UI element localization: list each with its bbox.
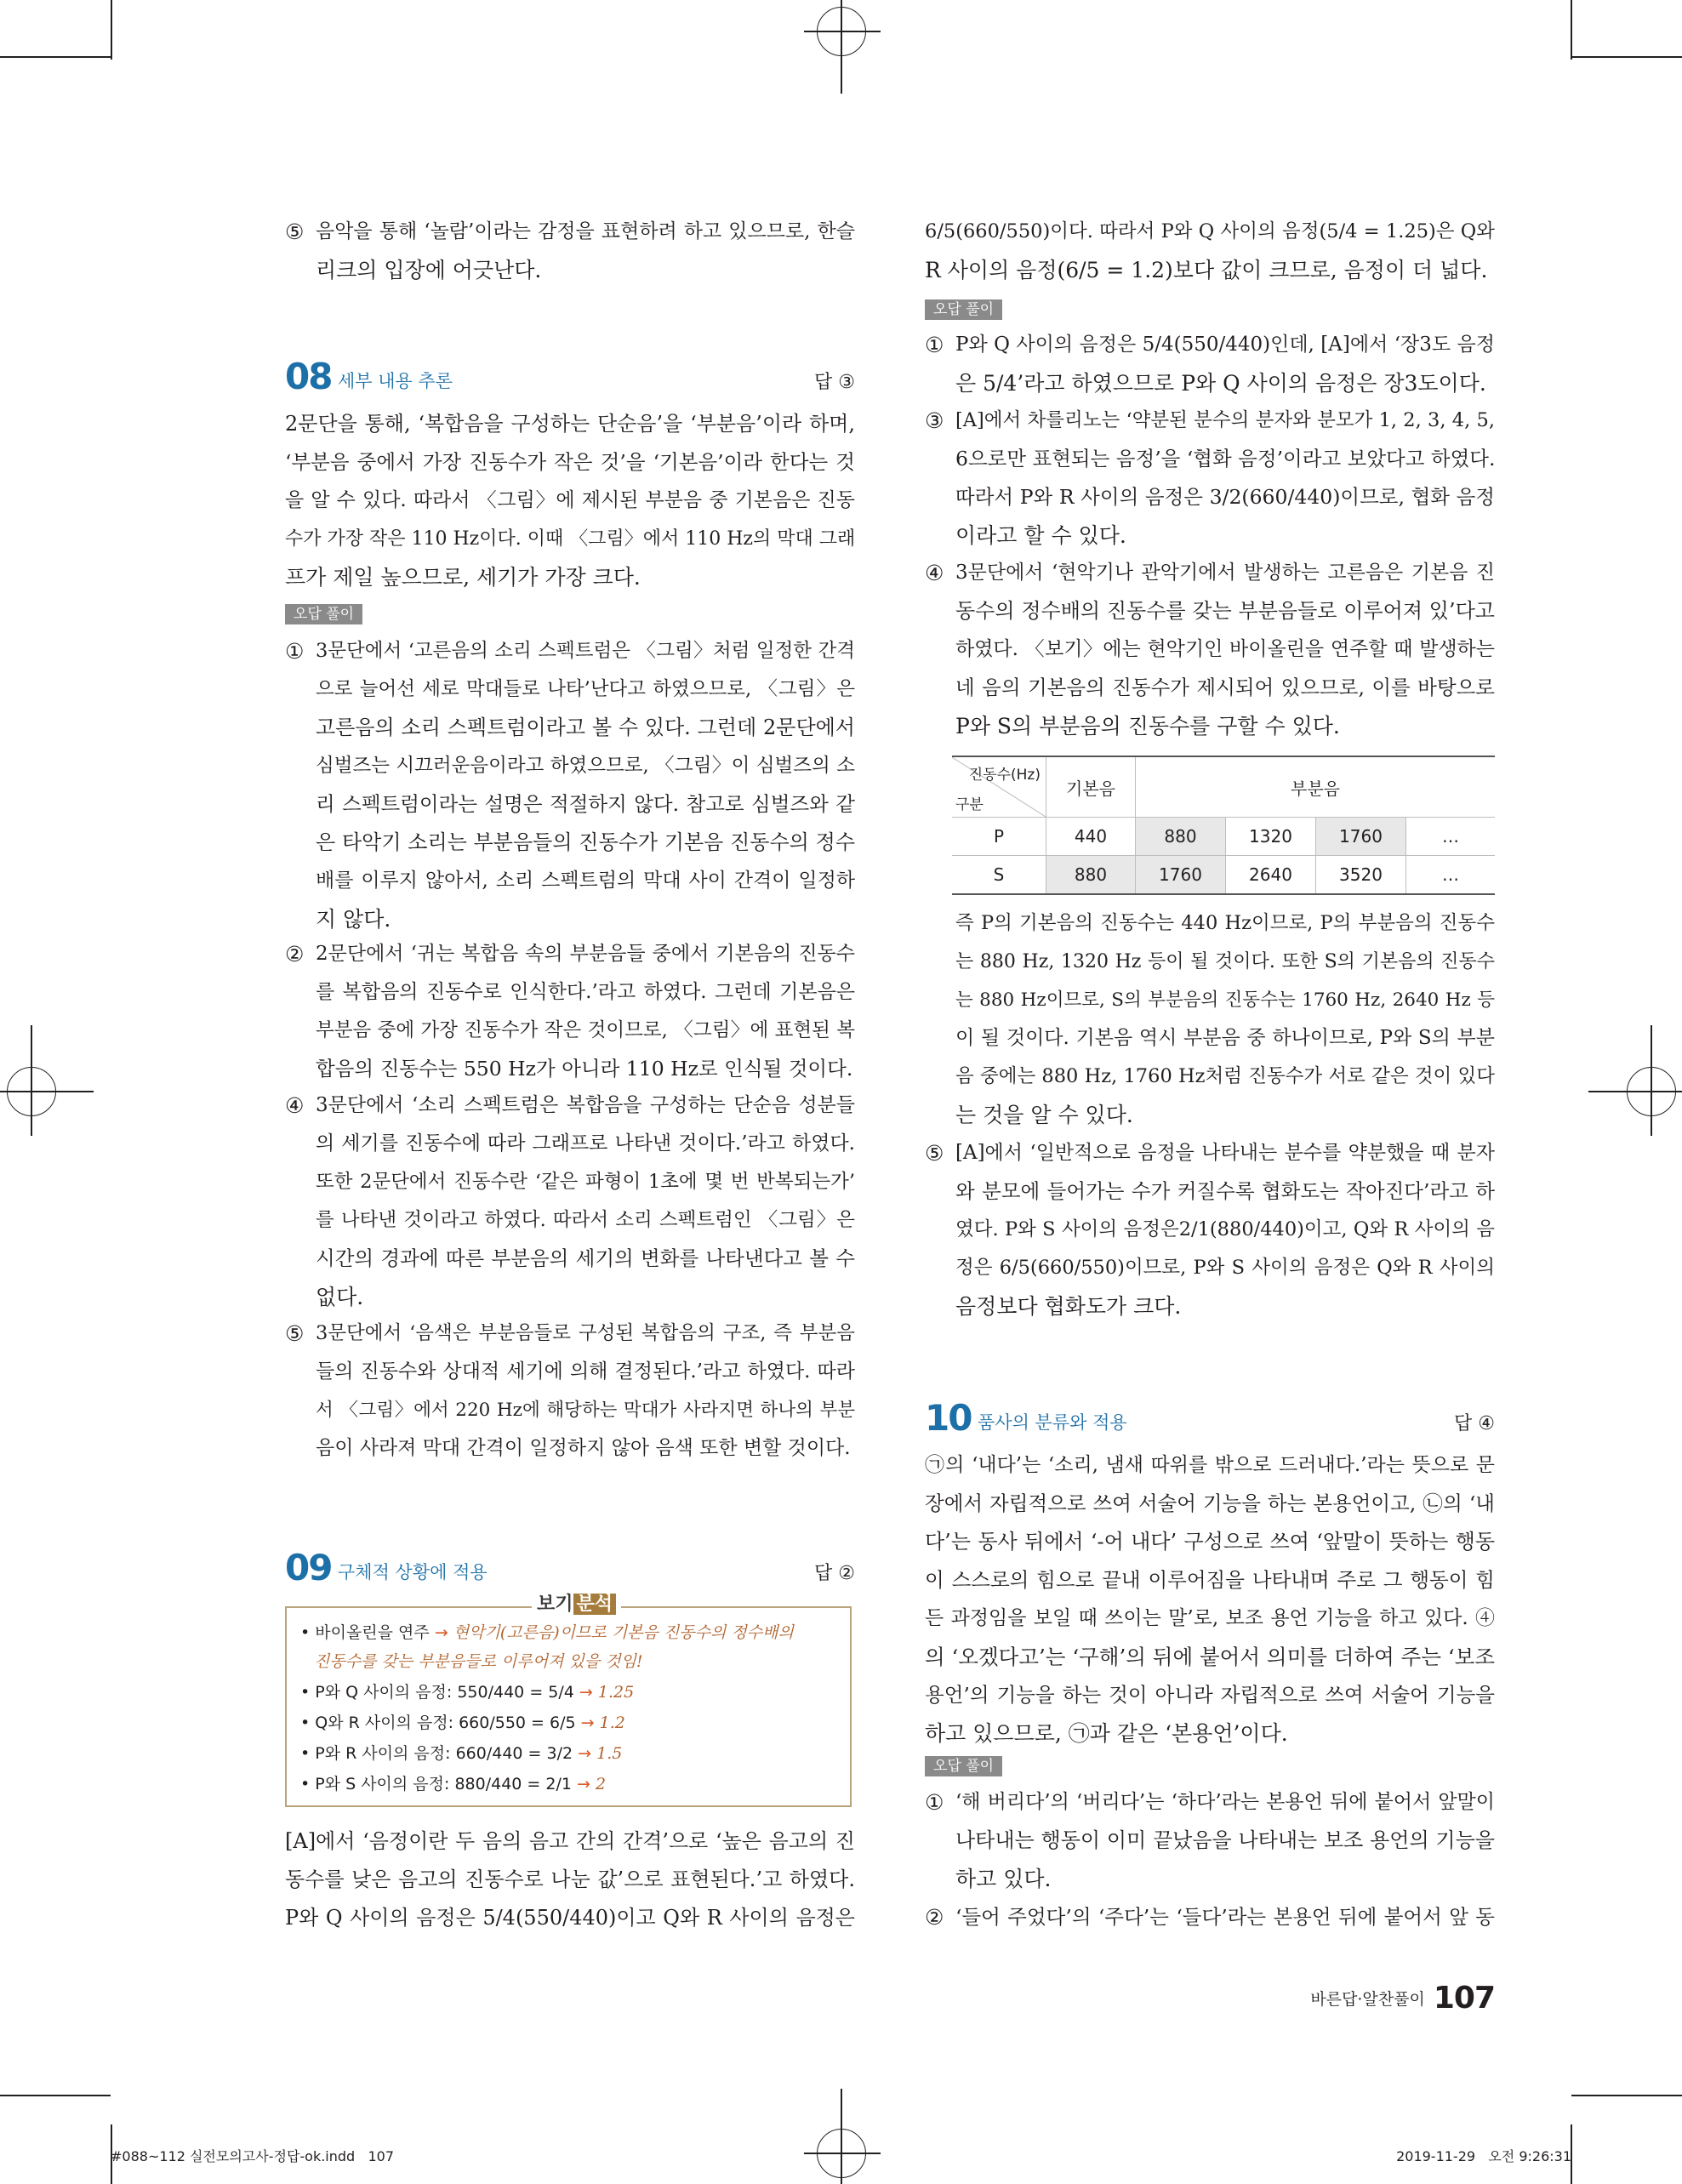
- text-line: 없다.: [316, 1285, 364, 1309]
- table-cell: 1760: [1316, 818, 1406, 856]
- text-line: 동수를 낮은 음고의 진동수로 나눈 값’으로 표현된다.’고 하였다.: [285, 1868, 855, 1891]
- table-cell: 880: [1136, 818, 1226, 856]
- registration-mark: [817, 2129, 866, 2178]
- text-line: [A]에서 차를리노는 ‘약분된 분수의 분자와 분모가 1, 2, 3, 4, 5,: [955, 409, 1495, 431]
- table-header-row: [952, 756, 1495, 818]
- text-line: 지 않다.: [316, 907, 391, 932]
- crop-mark: [1571, 2095, 1682, 2096]
- text-line: 는 것을 알 수 있다.: [955, 1103, 1133, 1127]
- handwritten-note: 2: [590, 1775, 607, 1793]
- section-10-body: [925, 1446, 1495, 1753]
- text-line: 2문단에서 ‘귀는 복합음 속의 부분음들 중에서 기본음의 진동수: [316, 943, 855, 965]
- sec09-item-1: [925, 326, 1495, 402]
- text-line: P와 S의 부분음의 진동수를 구할 수 있다.: [955, 714, 1340, 738]
- text-line: 3문단에서 ‘고른음의 소리 스펙트럼은 〈그림〉처럼 일정한 간격: [316, 640, 855, 662]
- handwritten-note: 1.5: [591, 1744, 623, 1763]
- box-label-bogi: 보기: [537, 1594, 573, 1615]
- text-line: 은 5/4’라고 하였으므로 P와 Q 사이의 음정은 장3도이다.: [955, 371, 1486, 396]
- text-line: 3문단에서 ‘음색은 부분음들로 구성된 복합음의 구조, 즉 부분음: [316, 1322, 855, 1344]
- text-line: 으로 늘어선 세로 막대들로 나타’난다고 하였으므로, 〈그림〉은: [316, 678, 855, 700]
- handwritten-note: 1.25: [592, 1683, 635, 1702]
- text-line: 정은 6/5(660/550)이므로, P와 S 사이의 음정은 Q와 R 사이의: [955, 1257, 1495, 1279]
- answer-label: 답 ②: [814, 1563, 855, 1584]
- text-line: 이라고 할 수 있다.: [955, 523, 1126, 548]
- arrow-icon: →: [578, 1744, 592, 1763]
- box-line: [300, 1710, 625, 1736]
- table-row: [952, 818, 1495, 856]
- text-line: 들의 진동수와 상대적 세기에 의해 결정된다.’라고 하였다. 따라: [316, 1360, 855, 1383]
- text-line: 따라서 P와 R 사이의 음정은 3/2(660/440)이므로, 협화 음정: [955, 485, 1495, 509]
- text-line: 였다. P와 S 사이의 음정은2/1(880/440)이고, Q와 R 사이의 음: [955, 1218, 1495, 1240]
- box-text: • P와 Q 사이의 음정: 550/440 = 5/4: [300, 1683, 574, 1702]
- box-label-analysis: 분석: [573, 1594, 617, 1615]
- arrow-icon: →: [577, 1775, 590, 1793]
- section-08-header: [285, 356, 855, 398]
- text-line: 네 음의 기본음의 진동수가 제시되어 있으므로, 이를 바탕으로: [955, 676, 1495, 699]
- box-line: [314, 1649, 643, 1674]
- text-line: 고른음의 소리 스펙트럼이라고 볼 수 있다. 그런데 2문단에서: [316, 716, 855, 739]
- text-line: 심벌즈는 시끄러운음이라고 하였으므로, 〈그림〉이 심벌즈의 소: [316, 755, 855, 777]
- crop-mark: [0, 2095, 111, 2096]
- text-line: 리 스펙트럼이라는 설명은 적절하지 않다. 참고로 심벌즈와 같: [316, 792, 855, 816]
- corner-header-top: 진동수(Hz): [968, 767, 1041, 784]
- sec10-item-2: [925, 1898, 1495, 1936]
- text-line: 의 세기를 진동수에 따라 그래프로 나타낸 것이다.’라고 하였다.: [316, 1132, 855, 1155]
- text-line: 이 될 것이다. 기본음 역시 부분음 중 하나이므로, P와 S의 부분: [955, 1027, 1495, 1049]
- column-header: 기본음: [1046, 756, 1136, 818]
- section-number: 08: [285, 356, 332, 397]
- text-line: 하고 있으므로, ㉠과 같은 ‘본용언’이다.: [925, 1721, 1288, 1746]
- handwritten-note: 1.2: [594, 1714, 625, 1732]
- text-line: [A]에서 ‘일반적으로 음정을 나타내는 분수를 약분했을 때 분자: [955, 1142, 1495, 1164]
- answer-label: 답 ④: [1454, 1413, 1495, 1434]
- text-line: 합음의 진동수는 550 Hz가 아니라 110 Hz로 인식될 것이다.: [316, 1057, 853, 1081]
- text-line: 서 〈그림〉에서 220 Hz에 해당하는 막대가 사라지면 하나의 부분: [316, 1400, 855, 1421]
- table-cell: 440: [1046, 818, 1136, 856]
- arrow-icon: →: [579, 1683, 593, 1702]
- item-number: ①: [925, 1790, 944, 1815]
- text-line: 용언’의 기능을 하는 것이 아니라 자립적으로 쓰여 서술어 기능을: [925, 1683, 1495, 1707]
- row-label: S: [952, 856, 1046, 895]
- text-line: ‘들어 주었다’의 ‘주다’는 ‘들다’라는 본용언 뒤에 붙어서 앞 동: [955, 1905, 1495, 1929]
- text-line: 부분음 중에 가장 진동수가 작은 것이므로, 〈그림〉에 표현된 복: [316, 1019, 855, 1041]
- box-label: [532, 1591, 621, 1618]
- sec08-item-5: [285, 1314, 855, 1468]
- text-line: P와 Q 사이의 음정은 5/4(550/440)이고 Q와 R 사이의 음정은: [285, 1906, 855, 1930]
- table-cell: 3520: [1316, 856, 1406, 895]
- text-line: 는 880 Hz, 1320 Hz 등이 될 것이다. 또한 S의 기본음의 진동수: [955, 951, 1495, 972]
- text-line: 수가 가장 작은 110 Hz이다. 이때 〈그림〉에서 110 Hz의 막대 그래: [285, 528, 856, 550]
- crop-mark: [111, 0, 112, 60]
- item-number: ②: [285, 942, 305, 967]
- section-title: 구체적 상황에 적용: [338, 1562, 487, 1582]
- table-cell: 880: [1046, 856, 1136, 895]
- item-number: ④: [925, 561, 944, 585]
- text-line: 를 복합음의 진동수로 인식한다.’라고 하였다. 그런데 기본음은: [316, 981, 855, 1003]
- corner-header-bottom: 구분: [955, 796, 984, 813]
- text-line: 음악을 통해 ‘놀람’이라는 감정을 표현하려 하고 있으므로, 한슬: [316, 220, 855, 242]
- box-text: • 바이올린을 연주: [300, 1623, 430, 1642]
- table-cell: 2640: [1226, 856, 1316, 895]
- text-line: 와 분모에 들어가는 수가 커질수록 협화도는 작아진다’라고 하: [955, 1179, 1495, 1203]
- page-number: 107: [1433, 1981, 1495, 2016]
- text-line: 는 880 Hz이므로, S의 부분음의 진동수는 1760 Hz, 2640 Hz 등: [955, 989, 1495, 1011]
- box-text: • P와 R 사이의 음정: 660/440 = 3/2: [300, 1744, 573, 1763]
- table-cell: 1320: [1226, 818, 1316, 856]
- text-line: P와 Q 사이의 음정은 5/4(550/440)인데, [A]에서 ‘장3도 음정: [955, 334, 1495, 356]
- box-line: [300, 1741, 622, 1766]
- text-line: 나타내는 행동이 이미 끝났음을 나타내는 보조 용언의 기능을: [955, 1828, 1495, 1852]
- text-line: 다’는 동사 뒤에서 ‘-어 내다’ 구성으로 쓰여 ‘앞말이 뜻하는 행동: [925, 1530, 1495, 1554]
- text-line: 즉 P의 기본음의 진동수는 440 Hz이므로, P의 부분음의 진동수: [955, 912, 1495, 934]
- text-line: 리크의 입장에 어긋난다.: [316, 258, 542, 282]
- text-line: ‘부분음 중에서 가장 진동수가 작은 것’을 ‘기본음’이라 한다는 것: [285, 450, 855, 474]
- row-label: P: [952, 818, 1046, 856]
- section-08-body: [285, 405, 855, 596]
- frequency-table: [952, 756, 1495, 895]
- crop-mark: [0, 56, 111, 58]
- section-09-header: [285, 1547, 855, 1589]
- item-number: ①: [925, 333, 944, 357]
- table-cell: 1760: [1136, 856, 1226, 895]
- text-line: 프가 제일 높으므로, 세기가 가장 크다.: [285, 565, 641, 590]
- handwritten-note: 현악기(고른음)이므로 기본음 진동수의 정수배의: [448, 1623, 794, 1642]
- registration-mark: [7, 1067, 56, 1116]
- text-line: 음 중에는 880 Hz, 1760 Hz처럼 진동수가 서로 같은 것이 있다: [955, 1065, 1495, 1087]
- text-line: 음정보다 협화도가 크다.: [955, 1294, 1182, 1319]
- text-line: 6/5(660/550)이다. 따라서 P와 Q 사이의 음정(5/4 = 1.25)은 Q와: [925, 220, 1495, 242]
- item-number: ⑤: [925, 1141, 944, 1166]
- section-09-continued: [925, 213, 1495, 289]
- registration-mark: [817, 7, 866, 56]
- slug-timestamp: 2019-11-29 오전 9:26:31: [1396, 2148, 1571, 2164]
- slug-filename: #088~112 실전모의고사-정답-ok.indd 107: [111, 2148, 395, 2164]
- answer-label: 답 ③: [814, 372, 855, 393]
- text-line: 3문단에서 ‘현악기나 관악기에서 발생하는 고른음은 기본음 진: [955, 562, 1495, 584]
- item-number: ⑤: [285, 220, 305, 244]
- item-number: ④: [285, 1093, 305, 1118]
- sec09-item-4: [925, 554, 1495, 745]
- section-10-header: [925, 1397, 1495, 1440]
- sec09-item-5: [925, 1134, 1495, 1326]
- text-line: 배를 이루지 않아서, 소리 스펙트럼의 막대 사이 간격이 일정하: [316, 870, 855, 892]
- text-line: 든 과정임을 보일 때 쓰이는 말’로, 보조 용언 기능을 하고 있다. ④: [925, 1607, 1495, 1629]
- text-line: 음이 사라져 막대 간격이 일정하지 않아 음색 또한 변할 것이다.: [316, 1437, 851, 1459]
- text-line: 시간의 경과에 따른 부분음의 세기의 변화를 나타낸다고 볼 수: [316, 1246, 855, 1270]
- section-number: 10: [925, 1397, 972, 1439]
- text-line: 장에서 자립적으로 쓰여 서술어 기능을 하는 본용언이고, ㉡의 ‘내: [925, 1491, 1495, 1515]
- text-line: 또한 2문단에서 진동수란 ‘같은 파형이 1초에 몇 번 반복되는가’: [316, 1171, 855, 1193]
- sec10-item-1: [925, 1783, 1495, 1898]
- item-number: ⑤: [285, 1321, 305, 1346]
- crop-mark: [1571, 0, 1572, 60]
- text-line: 은 타악기 소리는 부분음들의 진동수가 기본음 진동수의 정수: [316, 830, 855, 854]
- table-corner-cell: [952, 756, 1046, 818]
- text-line: 의 ‘오겠다고’는 ‘구해’의 뒤에 붙어서 의미를 더하여 주는 ‘보조: [925, 1645, 1495, 1669]
- table-explanation: [925, 904, 1495, 1134]
- item-number: ③: [925, 408, 944, 433]
- text-line: 하고 있다.: [955, 1867, 1052, 1891]
- wrong-answer-badge: 오답 풀이: [285, 604, 362, 624]
- box-line: [300, 1679, 634, 1705]
- table-cell: …: [1406, 818, 1496, 856]
- arrow-icon: →: [434, 1623, 448, 1642]
- item-number: ②: [925, 1905, 944, 1930]
- item-number: ①: [285, 639, 305, 664]
- text-line: 을 알 수 있다. 따라서 〈그림〉에 제시된 부분음 중 기본음은 진동: [285, 489, 855, 511]
- table-row: [952, 856, 1495, 895]
- text-line: 2문단을 통해, ‘복합음을 구성하는 단순음’을 ‘부분음’이라 하며,: [285, 412, 855, 436]
- box-text: • Q와 R 사이의 음정: 660/550 = 6/5: [300, 1714, 576, 1732]
- handwritten-note: 진동수를 갖는 부분음들로 이루어져 있을 것임!: [314, 1652, 643, 1671]
- crop-mark: [1571, 56, 1682, 58]
- box-text: • P와 S 사이의 음정: 880/440 = 2/1: [300, 1775, 572, 1793]
- section-number: 09: [285, 1547, 332, 1588]
- text-line: 를 나타낸 것이라고 하였다. 따라서 소리 스펙트럼인 〈그림〉은: [316, 1209, 855, 1231]
- wrong-answer-badge: 오답 풀이: [925, 299, 1002, 320]
- text-line: [A]에서 ‘음정이란 두 음의 음고 간의 간격’으로 ‘높은 음고의 진: [285, 1829, 855, 1853]
- box-line: [300, 1771, 606, 1797]
- text-line: 6으로만 표현되는 음정’을 ‘협화 음정’이라고 보았다고 하였다.: [955, 447, 1496, 470]
- section-09-body: [285, 1822, 855, 1937]
- bogi-analysis-box: [285, 1591, 855, 1814]
- column-header: 부분음: [1136, 756, 1496, 818]
- box-line: [300, 1620, 794, 1645]
- prev-item-5: [285, 213, 855, 289]
- text-line: 하였다. 〈보기〉에는 현악기인 바이올린을 연주할 때 발생하는: [955, 638, 1495, 660]
- text-line: ㉠의 ‘내다’는 ‘소리, 냄새 따위를 밖으로 드러내다.’라는 뜻으로 문: [925, 1454, 1495, 1476]
- text-line: ‘해 버리다’의 ‘버리다’는 ‘하다’라는 본용언 뒤에 붙어서 앞말이: [955, 1791, 1495, 1813]
- registration-mark: [1627, 1067, 1676, 1116]
- wrong-answer-badge: 오답 풀이: [925, 1756, 1002, 1776]
- arrow-icon: →: [580, 1714, 595, 1732]
- page-footer: [1155, 1981, 1495, 2023]
- sec08-item-1: [285, 632, 855, 938]
- page-label: 바른답·알찬풀이: [1310, 1990, 1425, 2009]
- text-line: R 사이의 음정(6/5 = 1.2)보다 값이 크므로, 음정이 더 넓다.: [925, 258, 1488, 282]
- table-cell: …: [1406, 856, 1496, 895]
- text-line: 이 스스로의 힘으로 끝내 이루어짐을 나타내며 주로 그 행동이 힘: [925, 1568, 1495, 1592]
- sec08-item-2: [285, 935, 855, 1088]
- sec08-item-4: [285, 1086, 855, 1316]
- text-line: 3문단에서 ‘소리 스펙트럼은 복합음을 구성하는 단순음 성분들: [316, 1094, 855, 1116]
- section-title: 품사의 분류와 적용: [978, 1412, 1127, 1433]
- sec09-item-3: [925, 402, 1495, 555]
- text-line: 동수의 정수배의 진동수를 갖는 부분음들로 이루어져 있’다고: [955, 599, 1495, 623]
- section-title: 세부 내용 추론: [338, 371, 453, 391]
